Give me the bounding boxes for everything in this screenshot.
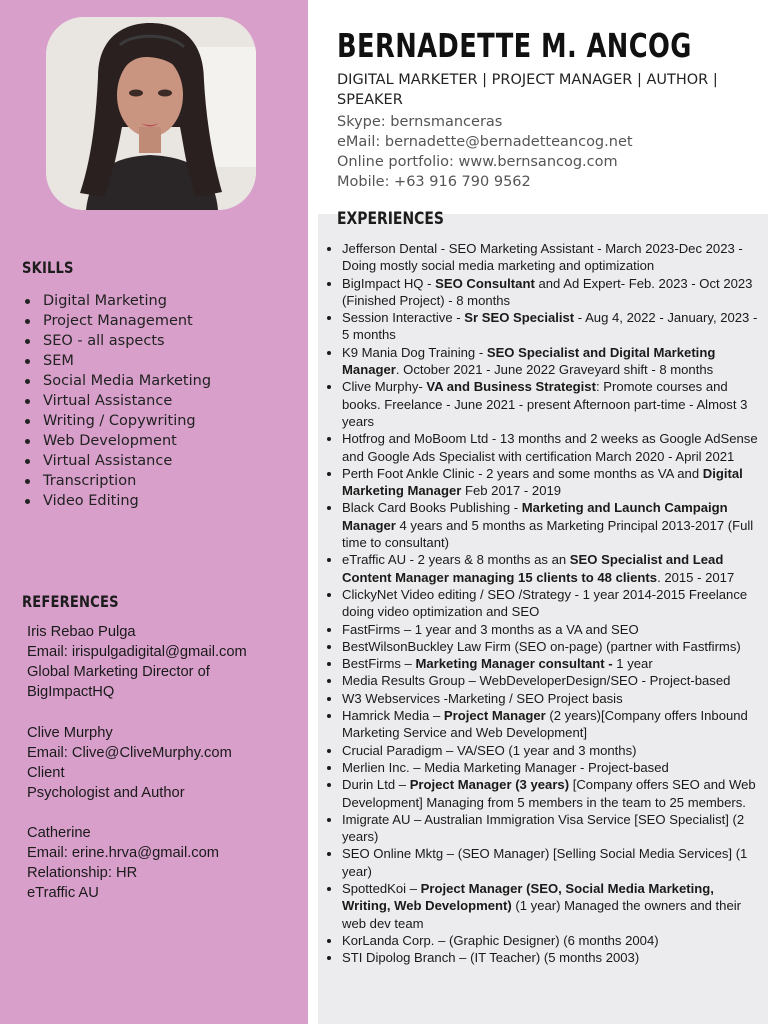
- skill-item: Virtual Assistance: [22, 451, 211, 471]
- experience-text: Hamrick Media –: [342, 708, 444, 724]
- experience-item: [342, 759, 758, 776]
- reference-entry: [27, 622, 247, 702]
- experience-text: 1 year: [612, 656, 653, 672]
- experience-highlight: Marketing Manager consultant -: [415, 656, 613, 672]
- experience-item: [342, 776, 758, 811]
- experience-highlight: Marketing and Launch Campaign Manager: [342, 500, 728, 533]
- experience-item: [342, 949, 758, 966]
- contact-email: eMail: bernadette@bernadetteancog.net: [337, 134, 633, 150]
- reference-entry: [27, 823, 247, 903]
- experience-text: Hotfrog and MoBoom Ltd - 13 months and 2 weeks as Google AdSense and Google Ads Specialist with certification March 2020 - April 2021: [342, 431, 758, 464]
- experience-highlight: Sr SEO Specialist: [464, 310, 575, 326]
- experience-text: K9 Mania Dog Training -: [342, 344, 487, 360]
- skill-item: Web Development: [22, 431, 211, 451]
- experience-text: Black Card Books Publishing -: [342, 500, 522, 516]
- experience-highlight: Digital Marketing Manager: [342, 465, 743, 499]
- experience-item: [342, 932, 758, 949]
- reference-entry: [27, 723, 247, 803]
- experience-text: Perth Foot Ankle Clinic - 2 years and some months as VA and: [342, 465, 703, 481]
- experience-text: Crucial Paradigm – VA/SEO (1 year and 3 months): [342, 742, 637, 758]
- skill-item: SEM: [22, 351, 211, 371]
- full-name: BERNADETTE M. ANCOG: [337, 26, 692, 65]
- reference-detail: BigImpactHQ: [27, 684, 115, 700]
- experience-item: [342, 551, 758, 586]
- experience-item: [342, 275, 758, 310]
- experience-text: . October 2021 - June 2022 Graveyard shift - 8 months: [395, 362, 714, 378]
- skill-item: SEO - all aspects: [22, 331, 211, 351]
- reference-email: Email: erine.hrva@gmail.com: [27, 845, 220, 861]
- experience-text: eTraffic AU - 2 years & 8 months as an: [342, 552, 570, 568]
- experience-item: [342, 880, 758, 932]
- experience-text: . 2015 - 2017: [657, 569, 735, 585]
- skill-item: Digital Marketing: [22, 291, 211, 311]
- skill-item: Video Editing: [22, 491, 211, 511]
- reference-name: Catherine: [27, 825, 91, 841]
- contact-info: [337, 112, 633, 192]
- experience-text: STI Dipolog Branch – (IT Teacher) (5 months 2003): [342, 950, 640, 966]
- experience-item: [342, 672, 758, 689]
- reference-name: Clive Murphy: [27, 724, 113, 741]
- experience-item: [342, 378, 758, 430]
- experience-highlight: SEO Specialist and Lead Content Manager managing 15 clients to 48 clients: [342, 552, 724, 585]
- experience-item: [342, 707, 758, 742]
- experience-text: BestWilsonBuckley Law Firm (SEO on-page) (partner with Fastfirms): [342, 638, 741, 654]
- experience-item: [342, 655, 758, 672]
- experience-text: : Promote courses and books. Freelance - June 2021 - present Afternoon part-time - Almost 3 years: [342, 379, 748, 429]
- experience-text: and Ad Expert- Feb. 2023 - Oct 2023 (Finished Project) - 8 months: [342, 275, 753, 308]
- skills-list: [22, 291, 211, 511]
- experience-item: [342, 240, 758, 275]
- experience-text: Feb 2017 - 2019: [461, 483, 562, 499]
- experiences-list: [342, 240, 758, 966]
- contact-mobile: Mobile: +63 916 790 9562: [337, 174, 531, 190]
- experience-text: Merlien Inc. – Media Marketing Manager - Project-based: [342, 759, 669, 775]
- experience-item: [342, 309, 758, 344]
- skill-item: Project Management: [22, 311, 211, 331]
- experience-text: BigImpact HQ -: [342, 275, 436, 291]
- experience-text: KorLanda Corp. – (Graphic Designer) (6 months 2004): [342, 932, 659, 948]
- reference-name: Iris Rebao Pulga: [27, 624, 136, 640]
- experience-text: Media Results Group – WebDeveloperDesign/SEO - Project-based: [342, 673, 731, 689]
- skill-item: Virtual Assistance: [22, 391, 211, 411]
- experience-text: ClickyNet Video editing / SEO /Strategy - 1 year 2014-2015 Freelance doing video optimization and SEO: [342, 586, 748, 620]
- job-titles: DIGITAL MARKETER | PROJECT MANAGER | AUTHOR | SPEAKER: [337, 72, 718, 108]
- skill-item: Social Media Marketing: [22, 371, 211, 391]
- experience-highlight: VA and Business Strategist: [426, 379, 596, 395]
- experiences-heading: EXPERIENCES: [337, 209, 444, 229]
- experience-item: [342, 638, 758, 655]
- experience-item: [342, 430, 758, 465]
- reference-detail: Psychologist and Author: [27, 784, 185, 801]
- experience-text: BestFirms –: [342, 656, 416, 672]
- experience-item: [342, 742, 758, 759]
- experience-highlight: Project Manager: [443, 708, 546, 724]
- profile-photo: [46, 17, 256, 210]
- experience-text: (2 years)[Company offers Inbound Marketing Service and Web Development]: [342, 708, 748, 741]
- experience-item: [342, 465, 758, 500]
- experience-item: [342, 690, 758, 707]
- experience-item: [342, 499, 758, 551]
- reference-email: Email: irispulgadigital@gmail.com: [27, 644, 247, 660]
- experience-text: Durin Ltd –: [342, 777, 410, 793]
- experience-text: Clive Murphy-: [342, 379, 427, 395]
- experience-highlight: SEO Specialist and Digital Marketing Manager: [342, 344, 716, 378]
- contact-skype: Skype: bernsmanceras: [337, 114, 503, 130]
- reference-detail: Global Marketing Director of: [27, 664, 210, 680]
- contact-portfolio: Online portfolio: www.bernsancog.com: [337, 154, 618, 170]
- reference-detail: Client: [27, 764, 65, 781]
- experience-item: [342, 586, 758, 621]
- reference-detail: Relationship: HR: [27, 865, 138, 881]
- experience-text: Imigrate AU – Australian Immigration Visa Service [SEO Specialist] (2 years): [342, 811, 745, 845]
- profile-photo-illustration: [46, 17, 256, 210]
- experience-highlight: Project Manager (SEO, Social Media Marketing, Writing, Web Development): [342, 880, 714, 914]
- experience-item: [342, 621, 758, 638]
- skills-heading: SKILLS: [22, 258, 74, 277]
- skill-item: Writing / Copywriting: [22, 411, 211, 431]
- experience-item: [342, 344, 758, 379]
- skill-item: Transcription: [22, 471, 211, 491]
- experience-text: W3 Webservices -Marketing / SEO Project basis: [342, 690, 623, 706]
- reference-detail: eTraffic AU: [27, 885, 99, 901]
- experience-text: SEO Online Mktg – (SEO Manager) [Selling Social Media Services] (1 year): [342, 846, 748, 879]
- experience-item: [342, 845, 758, 880]
- reference-email: Email: Clive@CliveMurphy.com: [27, 744, 232, 761]
- experience-highlight: SEO Consultant: [435, 275, 535, 291]
- experience-text: [Company offers SEO and Web Development] Managing from 5 members in the team to 25 members.: [342, 777, 756, 810]
- experience-highlight: Project Manager (3 years): [409, 777, 570, 793]
- experience-text: 4 years and 5 months as Marketing Principal 2013-2017 (Full time to consultant): [342, 517, 754, 551]
- references-heading: REFERENCES: [22, 592, 119, 611]
- experience-item: [342, 811, 758, 846]
- experience-text: (1 year) Managed the owners and their web dev team: [342, 898, 742, 931]
- experience-text: SpottedKoi –: [342, 880, 421, 896]
- references-block: [27, 622, 247, 903]
- experience-text: - Aug 4, 2022 - January, 2023 - 5 months: [342, 310, 758, 343]
- experience-text: Jefferson Dental - SEO Marketing Assistant - March 2023-Dec 2023 - Doing mostly social media marketing and optimization: [342, 241, 743, 274]
- experience-text: Session Interactive -: [342, 310, 465, 326]
- experience-text: FastFirms – 1 year and 3 months as a VA and SEO: [342, 621, 639, 637]
